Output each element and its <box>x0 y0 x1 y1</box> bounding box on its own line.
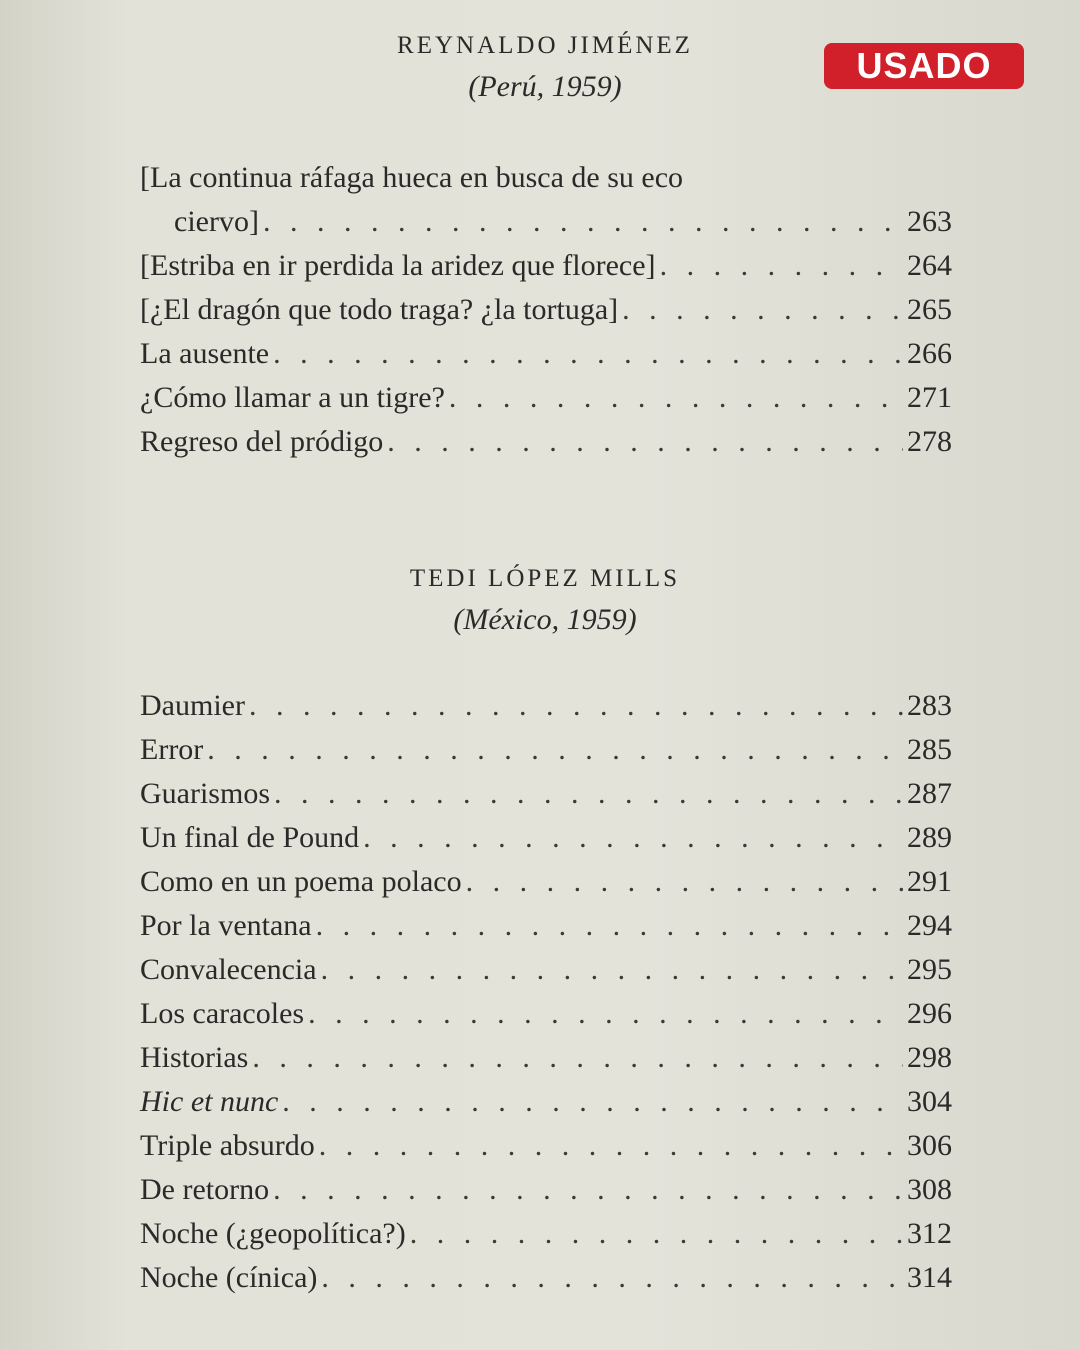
leader-dots <box>273 334 903 374</box>
toc-entry <box>140 1258 952 1298</box>
toc-entry-page: 296 <box>907 997 952 1030</box>
toc-entry-title: ciervo] <box>174 205 259 238</box>
toc-entry <box>140 686 952 726</box>
author-heading: REYNALDO JIMÉNEZ <box>397 32 693 59</box>
toc-entry-title: Noche (cínica) <box>140 1261 318 1294</box>
toc-entry-title: Como en un poema polaco <box>140 865 462 898</box>
toc-entry-page: 298 <box>907 1041 952 1074</box>
leader-dots <box>207 730 903 770</box>
toc-entry <box>140 862 952 902</box>
toc-entry <box>140 994 952 1034</box>
leader-dots <box>449 378 903 418</box>
toc-entry-page: 263 <box>907 205 952 238</box>
toc-entry-page: 306 <box>907 1129 952 1162</box>
leader-dots <box>321 1258 903 1298</box>
leader-dots <box>252 1038 903 1078</box>
leader-dots <box>282 1082 903 1122</box>
leader-dots <box>660 246 903 286</box>
toc-entry-title: Daumier <box>140 689 245 722</box>
toc-entry-title: La ausente <box>140 337 270 370</box>
toc-entry-title: Noche (¿geopolítica?) <box>140 1217 406 1250</box>
toc-entry-title: Los caracoles <box>140 997 305 1030</box>
leader-dots <box>466 862 903 902</box>
toc-entry-title: Triple absurdo <box>140 1129 315 1162</box>
toc-entry <box>140 1214 952 1254</box>
toc-entry-page: 278 <box>907 425 952 458</box>
toc-entry-page: 308 <box>907 1173 952 1206</box>
toc-entry <box>140 906 952 946</box>
leader-dots <box>622 290 903 330</box>
toc-entry <box>140 950 952 990</box>
leader-dots <box>319 1126 903 1166</box>
toc-entry-page: 312 <box>907 1217 952 1250</box>
toc-entry-title: [Estriba en ir perdida la aridez que florece] <box>140 249 656 282</box>
toc-entry-page: 285 <box>907 733 952 766</box>
toc-entry <box>140 290 952 330</box>
toc-entry-page: 295 <box>907 953 952 986</box>
toc-entry-title: De retorno <box>140 1173 270 1206</box>
toc-entry-title: Error <box>140 733 204 766</box>
leader-dots <box>316 906 903 946</box>
toc-entry-page: 266 <box>907 337 952 370</box>
toc-entry-title: Historias <box>140 1041 249 1074</box>
toc-entry-page: 291 <box>907 865 952 898</box>
toc-entry-title: Convalecencia <box>140 953 317 986</box>
toc-entry-first-line: [La continua ráfaga hueca en busca de su eco <box>140 161 684 194</box>
author-country: (México, 1959) <box>453 603 637 636</box>
leader-dots <box>249 686 903 726</box>
toc-entry <box>140 818 952 858</box>
toc-entry-title: Por la ventana <box>140 909 312 942</box>
toc-entry <box>140 378 952 418</box>
toc-entry-title: Un final de Pound <box>140 821 360 854</box>
toc-entry <box>140 774 952 814</box>
leader-dots <box>387 422 903 462</box>
toc-entry-page: 304 <box>907 1085 952 1118</box>
toc-entry <box>140 1126 952 1166</box>
leader-dots <box>410 1214 903 1254</box>
toc-entry-title: [¿El dragón que todo traga? ¿la tortuga] <box>140 293 619 326</box>
author-country: (Perú, 1959) <box>468 70 622 103</box>
leader-dots <box>273 1170 903 1210</box>
toc-entry <box>174 202 952 242</box>
leader-dots <box>263 202 903 242</box>
used-badge: USADO <box>824 43 1024 89</box>
toc-entry-page: 314 <box>907 1261 952 1294</box>
toc-entry <box>140 246 952 286</box>
author-heading: TEDI LÓPEZ MILLS <box>409 565 681 592</box>
toc-entry-page: 294 <box>907 909 952 942</box>
toc-entry-page: 264 <box>907 249 952 282</box>
toc-entry <box>140 730 952 770</box>
toc-entry-page: 287 <box>907 777 952 810</box>
leader-dots <box>308 994 903 1034</box>
toc-entry-title: ¿Cómo llamar a un tigre? <box>140 381 445 414</box>
toc-entry <box>140 1082 952 1122</box>
toc-entry-title: Guarismos <box>140 777 270 810</box>
toc-entry <box>140 1170 952 1210</box>
leader-dots <box>363 818 903 858</box>
toc-entry-title: Regreso del pródigo <box>140 425 384 458</box>
toc-entry-page: 271 <box>907 381 952 414</box>
toc-entry <box>140 334 952 374</box>
leader-dots <box>274 774 903 814</box>
toc-entry-page: 283 <box>907 689 952 722</box>
toc-entry <box>140 422 952 462</box>
leader-dots <box>321 950 903 990</box>
toc-entry-title: Hic et nunc <box>140 1085 279 1118</box>
toc-entry-page: 265 <box>907 293 952 326</box>
toc-entry <box>140 1038 952 1078</box>
toc-entry-page: 289 <box>907 821 952 854</box>
